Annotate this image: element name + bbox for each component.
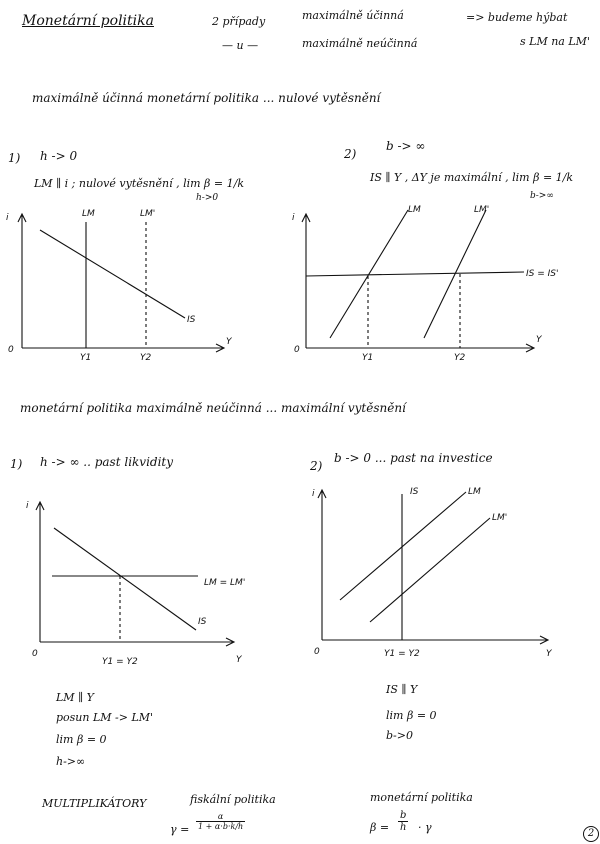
case4-number: 2) [310, 459, 323, 473]
g2-y2: Y2 [454, 353, 466, 363]
graph-liquidity-trap [0, 490, 260, 670]
g2-is-label: IS = IS' [526, 269, 559, 279]
ditto-mark: — u — [222, 39, 259, 52]
graph-is-horizontal [290, 200, 570, 375]
fiscal-numerator: α [196, 812, 245, 822]
case2-description: IS ∥ Y , ΔY je maximální , lim β = 1/k [370, 171, 574, 184]
g2-origin: 0 [294, 345, 300, 355]
note-right-3: b->0 [386, 729, 413, 742]
case2-condition: b -> ∞ [386, 139, 426, 153]
monetary-policy-label: monetární politika [370, 791, 473, 804]
note-left-4: h->∞ [56, 755, 86, 768]
note-left-3: lim β = 0 [56, 733, 107, 746]
monetary-denominator: h [400, 822, 407, 833]
case4-condition: b -> 0 ... past na investice [334, 451, 493, 465]
g4-axis-y: Y [546, 649, 552, 659]
case-ineffective-label: maximálně neúčinná [302, 37, 418, 50]
monetary-multiplier-tail: · γ [418, 821, 432, 834]
fiscal-policy-label: fiskální politika [190, 793, 276, 806]
graph-lm-vertical [0, 200, 240, 370]
g2-axis-y: Y [536, 335, 542, 345]
g4-origin: 0 [314, 647, 320, 657]
graph-investment-trap [300, 480, 570, 660]
case1-condition: h -> 0 [40, 149, 78, 163]
note-right-2: lim β = 0 [386, 709, 437, 722]
g4-lm2-label: LM' [492, 513, 508, 523]
g1-origin: 0 [8, 345, 14, 355]
g3-y12: Y1 = Y2 [102, 657, 138, 667]
case1-description: LM ∥ i ; nulové vytěsnění , lim β = 1/k [34, 177, 244, 190]
monetary-multiplier-fraction [398, 810, 408, 833]
g1-y1: Y1 [80, 353, 92, 363]
page-number: 2 [583, 826, 599, 842]
monetary-numerator: b [398, 810, 408, 822]
g2-axis-i: i [292, 213, 295, 223]
arrow-note-1: => budeme hýbat [466, 11, 568, 24]
g4-y12: Y1 = Y2 [384, 649, 420, 659]
g3-axis-i: i [26, 501, 29, 511]
g2-lm2-label: LM' [474, 205, 490, 215]
case1-number: 1) [8, 151, 21, 165]
section-heading-effective: maximálně účinná monetární politika ... nulové vytěsnění [32, 91, 381, 105]
multipliers-label: MULTIPLIKÁTORY [42, 797, 147, 810]
g4-is-label: IS [410, 487, 419, 497]
g4-lm-label: LM [468, 487, 481, 497]
g1-axis-y: Y [226, 337, 232, 347]
note-left-1: LM ∥ Y [56, 691, 94, 704]
g1-axis-i: i [6, 213, 9, 223]
g1-is-label: IS [187, 315, 196, 325]
case2-limit-sub: b->∞ [530, 191, 554, 201]
g3-lm-label: LM = LM' [204, 578, 246, 588]
g3-is-label: IS [198, 617, 207, 627]
case1-limit-sub: h->0 [196, 193, 219, 203]
g1-lm-label: LM [82, 209, 95, 219]
arrow-note-2: s LM na LM' [520, 35, 590, 48]
g3-origin: 0 [32, 649, 38, 659]
g3-axis-y: Y [236, 655, 242, 665]
g1-lm2-label: LM' [140, 209, 156, 219]
fiscal-denominator: 1 + α·b·k/h [198, 822, 244, 831]
cases-label: 2 případy [212, 15, 266, 28]
case-effective-label: maximálně účinná [302, 9, 404, 22]
case2-number: 2) [344, 147, 357, 161]
g2-lm-label: LM [408, 205, 421, 215]
page-title: Monetární politika [22, 13, 154, 29]
note-right-1: IS ∥ Y [386, 683, 418, 696]
section-heading-ineffective: monetární politika maximálně neúčinná ... maximální vytěsnění [20, 401, 406, 415]
fiscal-multiplier-lhs: γ = [170, 823, 190, 836]
note-left-2: posun LM -> LM' [56, 711, 154, 724]
g4-axis-i: i [312, 489, 315, 499]
monetary-multiplier-lhs: β = [370, 821, 390, 834]
g1-y2: Y2 [140, 353, 152, 363]
case3-number: 1) [10, 457, 23, 471]
fiscal-multiplier-fraction [196, 812, 245, 831]
case3-condition: h -> ∞ .. past likvidity [40, 455, 174, 469]
g2-y1: Y1 [362, 353, 374, 363]
